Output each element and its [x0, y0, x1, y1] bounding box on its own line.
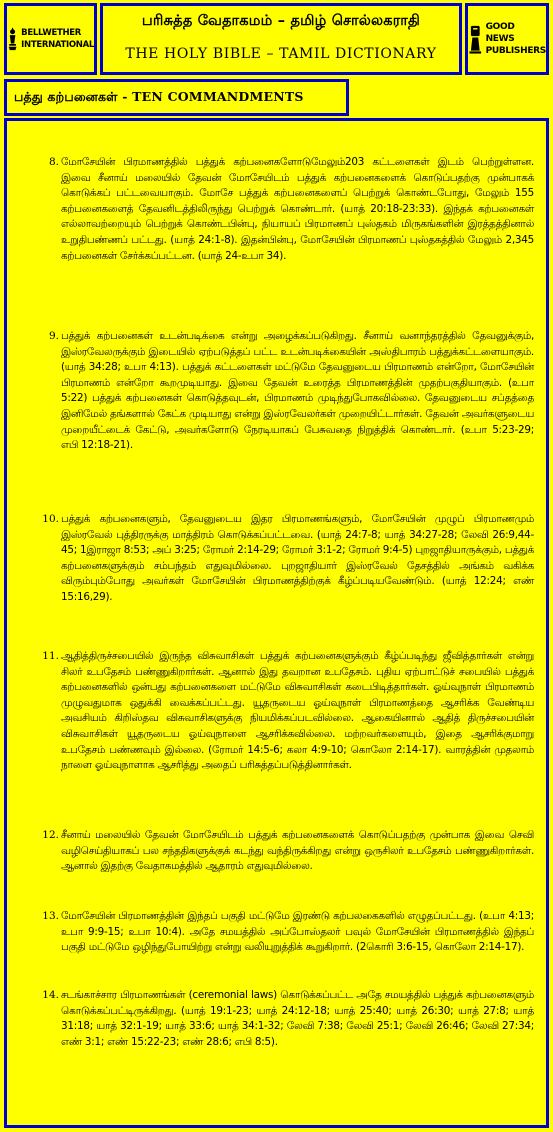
item-text: மோசேயின் பிரமாணத்தின் இந்தப் பகுதி மட்டுமே இரண்டு கற்பலகைகளில் எழுதப்பட்டது. (உபா 4:13; உபா 9:9-15; உபா 10:4). அதே சமயத்தில் அப்போஸ்தலர் பவுல் மோசேயின் பிரமாணத்தில் இந்தப் பகுதி மட்டுமே ஒழிந்துபோயிற்று என்று வலியுறுத்திக் கூறுகிறார். (2கொரி 3:6-15, கொலோ 2:14-17).: [61, 910, 534, 954]
item-number: 8.: [48, 156, 59, 168]
item-number: 9.: [48, 330, 59, 342]
title-english: THE HOLY BIBLE – TAMIL DICTIONARY: [125, 46, 437, 62]
section-title-text: பத்து கற்பனைகள் - TEN COMMANDMENTS: [14, 89, 304, 104]
left-logo-line2: INTERNATIONAL: [21, 40, 94, 50]
right-logo-line1: GOOD NEWS: [485, 22, 515, 44]
item-number: 11.: [42, 650, 59, 662]
item-text: சீனாய் மலையில் தேவன் மோசேயிடம் பத்துக் கற்பனைகளைக் கொடுப்பதற்கு முன்பாக இவை செவி வழிசெய்தியாகப் பல சந்ததிகளுக்குக் கடந்து வந்திருக்கிறது என்று ஒருசிலர் உபதேசம் பண்ணுகிறார்கள். ஆனால் இதற்கு வேதாகமத்தில் ஆதாரம் எதுவுமில்லை.: [61, 829, 534, 873]
item-number: 14.: [42, 989, 59, 1001]
title-banner: [100, 3, 462, 75]
item-number: 10.: [42, 513, 59, 525]
item-number: 12.: [42, 829, 59, 841]
item-text: சடங்காச்சார பிரமாணங்கள் (ceremonial laws) கொடுக்கப்பட்ட அதே சமயத்தில் பத்துக் கற்பனைகளும் கொடுக்கப்பட்டிருக்கிறது. (யாத் 19:1-23; யாத் 24:12-18; யாத் 25:40; யாத் 26:30; யாத் 27:8; யாத் 31:18; யாத் 32:1-19; யாத் 33:6; யாத் 34:1-32; லேவி 7:38; லேவி 25:1; லேவி 26:46; லேவி 27:34; எண் 3:1; எண் 15:22-23; எண் 28:6; எபி 8:5).: [61, 989, 534, 1048]
bellwether-logo: [4, 3, 97, 75]
item-text: ஆதித்திருச்சபையில் இருந்த விசுவாசிகள் பத்துக் கற்பனைகளுக்கும் கீழ்ப்படிந்து ஜீவித்தார்கள் என்று சிலர் உபதேசம் பண்ணுகிறார்கள். ஆனால் இது தவறான உபதேசம். புதிய ஏற்பாட்டுச் சபையில் பத்துக் கற்பனைகளில் ஒன்பது கற்பனைகளை மட்டுமே விசுவாசிகள் கடைபிடித்தார்கள். ஓய்வுநாள் பிரமாணம் முழுவதுமாக ஒதுக்கி வைக்கப்பட்டது. யூதருடைய ஓய்வுநாள் பிரமாணத்தை ஆசரிக்க வேண்டிய அவசியம் கிறிஸ்தவ விசுவாசிகளுக்கு நியமிக்கப்படவில்லை. ஆகையினால் ஆதித் திருச்சபையின் விசுவாசிகள் யூதருடைய ஓய்வுநாளை ஆசரிக்கவில்லை. மற்றவர்களையும், இதை ஆசரிக்குமாறு உபதேசம் பண்ணவும் இல்லை. (ரோமர் 14:5-6; கலா 4:9-10; கொலோ 2:14-17). வாரத்தின் முதலாம் நாளை ஓய்வுநாளாக ஆசரித்து அதைப் பரிசுத்தப்படுத்தினார்கள்.: [61, 650, 534, 772]
content-panel: [4, 118, 549, 1128]
item-text: மோசேயின் பிரமாணத்தில் பத்துக் கற்பனைகளோடுமேலும்203 கட்டளைகள் இடம் பெற்றுள்ளன. இவை சீனாய் மலையில் தேவன் மோசேயிடம் பத்துக் கற்பனைகளைக் கொடுப்பதற்கு முன்பாகக் கொடுக்கப் பட்டவையாகும். மோசே பத்துக் கற்பனைகளைப் பெற்றுக் கொண்டபோது, மேலும் 155 கற்பனைகளைத் தேவனிடத்திலிருந்து பெற்றுக் கொண்டார். (யாத் 20:18-23:33). இந்தக் கற்பனைகள் எல்லாவற்றையும் பெற்றுக் கொண்டபின்பு, நியாயப் பிரமாணப் புஸ்தகம் மிருகங்களின் இரத்தத்தினால் உறுதிபண்ணப் பட்டது. (யாத் 24:1-8). இதன்பின்பு, மோசேயின் பிரமாணப் புஸ்தகத்தில் மேலும் 2,345 கற்பனைகள் சேர்க்கப்பட்டன. (யாத் 24-உபா 34).: [61, 156, 534, 262]
title-tamil: பரிசுத்த வேதாகமம் – தமிழ் சொல்லகராதி: [141, 13, 421, 29]
section-title: [4, 79, 349, 116]
good-news-emblem-icon: [468, 17, 483, 61]
right-logo-line2: PUBLISHERS: [485, 46, 546, 56]
item-text: பத்துக் கற்பனைகள் உடன்படிக்கை என்று அழைக்கப்படுகிறது. சீனாய் வனாந்தரத்தில் தேவனுக்கும், இஸ்ரவேலருக்கும் இடையில் ஏற்படுத்தப் பட்ட உடன்படிக்கையின் அஸ்திபாரம் பத்துக்கட்டளையாகும். (யாத் 34:28; உபா 4:13). பத்துக் கட்டளைகள் மட்டுமே தேவனுடைய பிரமாணம் என்றோ, மோசேயின் பிரமாணம் என்றோ கூறமுடியாது. இவை தேவன் உரைத்த பிரமாணத்தின் முதற்பகுதியாகும். (உபா 5:22) பத்துக் கற்பனைகள் கொடுத்தவுடன், பிரமாணம் முடிந்துபோகவில்லை. தேவனுடைய சப்தத்தை இனிமேல் தங்களால் கேட்க முடியாது என்று இஸ்ரவேலர்கள் முறையிட்டார்கள். தேவன் அவர்களுடைய முறையீட்டைக் கேட்டு, அவர்களோடு நேரடியாகப் பேசுவதை நிறுத்திக் கொண்டார். (உபா 5:23-29; எபி 12:18-21).: [61, 330, 534, 452]
good-news-logo: [465, 3, 549, 75]
item-text: பத்துக் கற்பனைகளும், தேவனுடைய இதர பிரமாணங்களும், மோசேயின் முழுப் பிரமாணமும் இஸ்ரவேல் புத்திரருக்கு மாத்திரம் கொடுக்கப்பட்டவை. (யாத் 24:7-8; யாத் 34:27-28; லேவி 26:9,44-45; 1இராஜா 8:53; அப் 3:25; ரோமர் 2:14-29; ரோமர் 3:1-2; ரோமர் 9:4-5) புறஜாதியாருக்கும், பத்துக் கற்பனைகளுக்கும் சம்பந்தம் எதுவுமில்லை. புறஜாதியார் இஸ்ரவேல் தேசத்தில் அங்கம் வகிக்க விரும்பும்போது அவர்கள் மோசேயின் பிரமாணத்திற்குக் கீழ்ப்படியவேண்டும். (யாத் 12:24; எண் 15:16,29).: [61, 513, 534, 603]
left-logo-line1: BELLWETHER: [21, 28, 82, 38]
bellwether-emblem-icon: [7, 17, 18, 61]
item-number: 13.: [42, 910, 59, 922]
